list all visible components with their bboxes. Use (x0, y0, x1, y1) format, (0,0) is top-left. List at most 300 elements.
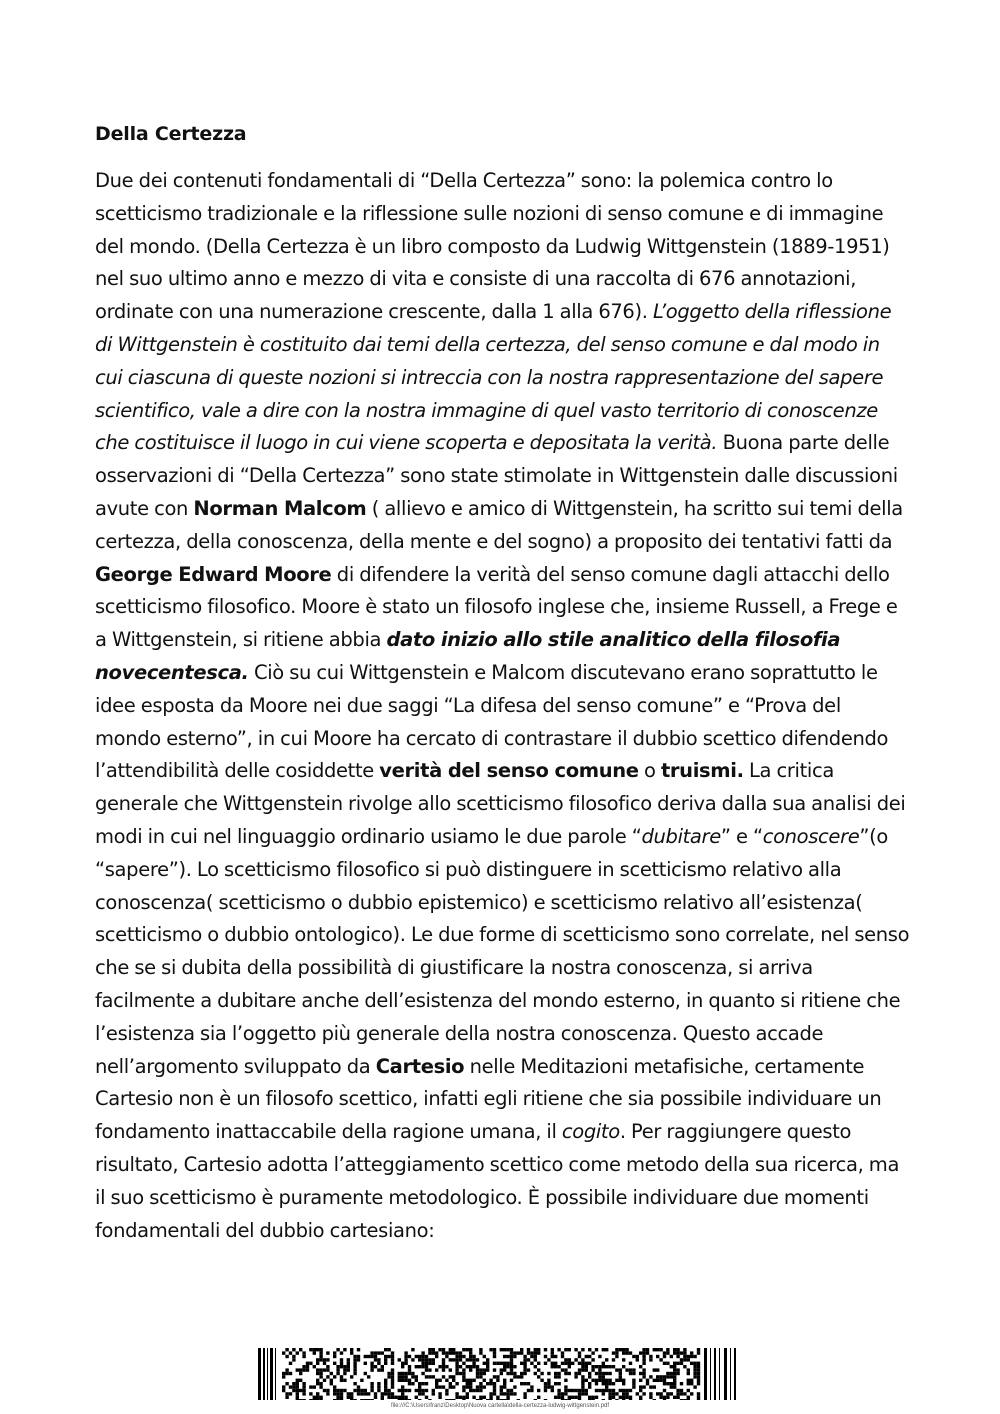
barcode-module (408, 1399, 411, 1400)
barcode-module (486, 1365, 489, 1368)
barcode-module (612, 1396, 615, 1399)
barcode-module (680, 1358, 683, 1361)
barcode-module (455, 1392, 458, 1395)
barcode-module (333, 1385, 336, 1388)
barcode-module (506, 1348, 509, 1351)
barcode-module (326, 1358, 329, 1361)
barcode-module (489, 1392, 492, 1395)
barcode-module (421, 1389, 424, 1392)
barcode-module (683, 1358, 686, 1361)
barcode-module (326, 1351, 329, 1354)
barcode-module (697, 1396, 700, 1399)
barcode-module (605, 1365, 608, 1368)
barcode-module (438, 1396, 441, 1399)
barcode-module (483, 1396, 486, 1399)
barcode-module (534, 1355, 537, 1358)
barcode-module (302, 1389, 305, 1392)
barcode-bar (267, 1348, 268, 1400)
barcode-module (289, 1351, 292, 1354)
barcode-module (442, 1358, 445, 1361)
barcode-module (687, 1396, 690, 1399)
barcode-module (415, 1396, 418, 1399)
barcode-module (585, 1355, 588, 1358)
barcode-module (466, 1396, 469, 1399)
barcode-module (299, 1389, 302, 1392)
barcode-module (527, 1348, 530, 1351)
barcode-module (693, 1385, 696, 1388)
barcode-module (568, 1396, 571, 1399)
barcode-module (333, 1351, 336, 1354)
barcode-module (316, 1368, 319, 1371)
barcode-module (602, 1382, 605, 1385)
barcode-module (289, 1372, 292, 1375)
barcode-module (564, 1399, 567, 1400)
barcode-module (581, 1358, 584, 1361)
barcode-module (299, 1368, 302, 1371)
barcode-module (653, 1368, 656, 1371)
barcode-module (503, 1355, 506, 1358)
barcode-module (438, 1348, 441, 1351)
barcode-module (659, 1375, 662, 1378)
barcode-module (513, 1375, 516, 1378)
barcode-module (398, 1372, 401, 1375)
text-run: o (638, 759, 661, 783)
barcode-module (340, 1365, 343, 1368)
barcode-module (534, 1399, 537, 1400)
barcode-module (659, 1358, 662, 1361)
barcode-module (401, 1379, 404, 1382)
barcode-module (472, 1396, 475, 1399)
barcode-module (483, 1385, 486, 1388)
barcode-module (353, 1355, 356, 1358)
barcode-module (500, 1372, 503, 1375)
barcode-module (503, 1382, 506, 1385)
barcode-module (347, 1362, 350, 1365)
barcode-module (455, 1362, 458, 1365)
barcode-module (551, 1365, 554, 1368)
barcode-module (523, 1365, 526, 1368)
barcode-module (319, 1396, 322, 1399)
barcode-module (316, 1396, 319, 1399)
barcode-module (622, 1389, 625, 1392)
barcode-module (486, 1368, 489, 1371)
barcode-module (425, 1382, 428, 1385)
barcode-module (353, 1389, 356, 1392)
barcode-module (581, 1348, 584, 1351)
text-run: ( allievo e amico di Wittgenstein, ha scritto sui temi della certezza, della conoscenza, della mente e del sogno) a proposito dei tentativi fatti da (95, 496, 903, 553)
barcode-module (285, 1355, 288, 1358)
barcode-module (374, 1396, 377, 1399)
barcode-module (625, 1396, 628, 1399)
barcode-module (687, 1379, 690, 1382)
barcode-module (642, 1375, 645, 1378)
barcode-module (404, 1358, 407, 1361)
barcode-module (316, 1382, 319, 1385)
barcode-module (479, 1368, 482, 1371)
barcode-module (503, 1368, 506, 1371)
barcode-module (336, 1348, 339, 1351)
barcode-module (336, 1392, 339, 1395)
barcode-module (472, 1365, 475, 1368)
barcode-module (306, 1362, 309, 1365)
barcode-module (316, 1348, 319, 1351)
barcode-module (469, 1382, 472, 1385)
barcode-module (367, 1355, 370, 1358)
barcode-module (598, 1375, 601, 1378)
barcode-module (605, 1382, 608, 1385)
barcode-module (309, 1362, 312, 1365)
barcode-module (364, 1392, 367, 1395)
barcode-module (520, 1382, 523, 1385)
barcode-module (687, 1389, 690, 1392)
barcode-module (302, 1351, 305, 1354)
barcode-module (415, 1389, 418, 1392)
barcode-module (622, 1358, 625, 1361)
barcode-module (336, 1389, 339, 1392)
barcode-module (319, 1351, 322, 1354)
barcode-module (476, 1389, 479, 1392)
barcode-module (670, 1382, 673, 1385)
barcode-module (523, 1358, 526, 1361)
barcode-module (493, 1368, 496, 1371)
barcode-module (540, 1372, 543, 1375)
barcode-module (666, 1362, 669, 1365)
barcode-module (693, 1362, 696, 1365)
barcode-module (333, 1375, 336, 1378)
barcode-module (462, 1375, 465, 1378)
barcode-module (523, 1382, 526, 1385)
barcode-module (697, 1399, 700, 1400)
barcode-module (404, 1372, 407, 1375)
barcode-module (432, 1362, 435, 1365)
barcode-module (680, 1399, 683, 1400)
barcode-module (527, 1382, 530, 1385)
barcode-module (673, 1385, 676, 1388)
barcode-module (622, 1396, 625, 1399)
barcode-module (404, 1351, 407, 1354)
barcode-bar (710, 1348, 711, 1400)
barcode-module (656, 1375, 659, 1378)
barcode-module (598, 1372, 601, 1375)
barcode-module (472, 1362, 475, 1365)
barcode-module (693, 1368, 696, 1371)
barcode-module (455, 1358, 458, 1361)
barcode-module (612, 1382, 615, 1385)
barcode-module (449, 1385, 452, 1388)
barcode-module (666, 1396, 669, 1399)
barcode-module (285, 1348, 288, 1351)
barcode-module (381, 1396, 384, 1399)
barcode-module (449, 1358, 452, 1361)
barcode-module (642, 1368, 645, 1371)
barcode-module (561, 1362, 564, 1365)
barcode-module (377, 1368, 380, 1371)
barcode-module (693, 1365, 696, 1368)
barcode-module (319, 1368, 322, 1371)
barcode-module (391, 1351, 394, 1354)
barcode-module (421, 1358, 424, 1361)
barcode-module (493, 1389, 496, 1392)
barcode-bar (719, 1348, 720, 1400)
barcode-module (581, 1368, 584, 1371)
barcode-module (588, 1396, 591, 1399)
barcode-module (323, 1362, 326, 1365)
barcode-module (476, 1358, 479, 1361)
barcode-module (551, 1351, 554, 1354)
barcode-module (493, 1362, 496, 1365)
barcode-module (442, 1375, 445, 1378)
barcode-module (625, 1389, 628, 1392)
barcode-module (350, 1348, 353, 1351)
barcode-module (615, 1348, 618, 1351)
barcode-module (285, 1396, 288, 1399)
barcode-module (428, 1375, 431, 1378)
barcode-module (462, 1379, 465, 1382)
barcode-module (564, 1379, 567, 1382)
barcode-module (666, 1382, 669, 1385)
barcode-module (530, 1355, 533, 1358)
barcode-module (408, 1389, 411, 1392)
barcode-module (387, 1348, 390, 1351)
barcode-module (520, 1351, 523, 1354)
barcode-module (391, 1379, 394, 1382)
barcode-module (554, 1365, 557, 1368)
barcode-module (551, 1348, 554, 1351)
barcode-module (343, 1368, 346, 1371)
barcode-module (605, 1358, 608, 1361)
barcode-module (663, 1362, 666, 1365)
barcode-module (673, 1351, 676, 1354)
barcode-module (581, 1379, 584, 1382)
barcode-module (292, 1389, 295, 1392)
barcode-module (401, 1362, 404, 1365)
barcode-module (646, 1351, 649, 1354)
barcode-module (619, 1389, 622, 1392)
barcode-module (697, 1372, 700, 1375)
barcode-module (683, 1399, 686, 1400)
barcode-module (415, 1355, 418, 1358)
barcode-module (292, 1382, 295, 1385)
barcode-module (466, 1385, 469, 1388)
barcode-module (459, 1358, 462, 1361)
barcode-module (493, 1375, 496, 1378)
barcode-module (636, 1392, 639, 1395)
barcode-module (506, 1389, 509, 1392)
barcode-module (683, 1351, 686, 1354)
barcode-module (455, 1368, 458, 1371)
barcode-module (622, 1379, 625, 1382)
barcode-module (418, 1365, 421, 1368)
barcode-module (350, 1351, 353, 1354)
barcode-module (421, 1355, 424, 1358)
barcode-module (595, 1396, 598, 1399)
barcode-module (530, 1385, 533, 1388)
barcode-module (602, 1375, 605, 1378)
barcode-module (625, 1348, 628, 1351)
barcode-module (445, 1379, 448, 1382)
barcode-module (646, 1382, 649, 1385)
barcode-module (333, 1389, 336, 1392)
barcode-module (472, 1389, 475, 1392)
barcode-module (527, 1368, 530, 1371)
barcode-module (663, 1396, 666, 1399)
barcode-module (629, 1351, 632, 1354)
barcode-module (639, 1389, 642, 1392)
file-path-text: file:///C:\Users\franz\Desktop\Nuova cartella\della-certezza-ludwig-wittgenstein.pdf (390, 1403, 610, 1409)
barcode-module (493, 1382, 496, 1385)
barcode-module (299, 1379, 302, 1382)
barcode-module (608, 1399, 611, 1400)
barcode-module (578, 1368, 581, 1371)
barcode-module (690, 1355, 693, 1358)
barcode-module (581, 1365, 584, 1368)
barcode-module (588, 1375, 591, 1378)
barcode-module (506, 1396, 509, 1399)
barcode-module (605, 1379, 608, 1382)
barcode-module (469, 1385, 472, 1388)
barcode-module (364, 1362, 367, 1365)
barcode-module (489, 1396, 492, 1399)
barcode-module (462, 1389, 465, 1392)
barcode-module (622, 1351, 625, 1354)
barcode-module (350, 1396, 353, 1399)
barcode-module (377, 1382, 380, 1385)
barcode-module (649, 1392, 652, 1395)
barcode-module (687, 1399, 690, 1400)
barcode-module (673, 1348, 676, 1351)
barcode-module (564, 1389, 567, 1392)
barcode-module (282, 1385, 285, 1388)
barcode-module (670, 1385, 673, 1388)
barcode-module (432, 1348, 435, 1351)
barcode-module (520, 1362, 523, 1365)
barcode-module (483, 1379, 486, 1382)
barcode-module (343, 1379, 346, 1382)
barcode-module (398, 1379, 401, 1382)
barcode-module (578, 1351, 581, 1354)
barcode-module (588, 1355, 591, 1358)
barcode-module (452, 1379, 455, 1382)
barcode-module (574, 1389, 577, 1392)
barcode-module (557, 1375, 560, 1378)
barcode-module (687, 1372, 690, 1375)
barcode-module (316, 1362, 319, 1365)
barcode-module (469, 1389, 472, 1392)
barcode-module (476, 1399, 479, 1400)
barcode-module (537, 1389, 540, 1392)
barcode-module (561, 1355, 564, 1358)
barcode-module (462, 1362, 465, 1365)
barcode-module (374, 1358, 377, 1361)
bold-italic-text: dato inizio allo stile analitico della filosofia novecentesca. (95, 628, 841, 684)
barcode-module (683, 1348, 686, 1351)
barcode-module (309, 1385, 312, 1388)
barcode-module (432, 1351, 435, 1354)
barcode-module (472, 1379, 475, 1382)
barcode-module (313, 1396, 316, 1399)
barcode-module (690, 1382, 693, 1385)
barcode-module (483, 1355, 486, 1358)
barcode-module (537, 1396, 540, 1399)
barcode-module (360, 1379, 363, 1382)
barcode-module (353, 1399, 356, 1400)
barcode-module (530, 1362, 533, 1365)
barcode-module (452, 1351, 455, 1354)
barcode-module (282, 1351, 285, 1354)
barcode-module (367, 1392, 370, 1395)
barcode-module (581, 1392, 584, 1395)
barcode-module (340, 1399, 343, 1400)
barcode-module (435, 1379, 438, 1382)
barcode-module (421, 1382, 424, 1385)
barcode-module (697, 1382, 700, 1385)
barcode-module (418, 1358, 421, 1361)
barcode-module (605, 1372, 608, 1375)
barcode-module (506, 1355, 509, 1358)
barcode-module (330, 1372, 333, 1375)
barcode-module (503, 1365, 506, 1368)
barcode-module (466, 1379, 469, 1382)
barcode-module (343, 1372, 346, 1375)
barcode-module (364, 1399, 367, 1400)
barcode-module (442, 1385, 445, 1388)
barcode-module (442, 1362, 445, 1365)
barcode-module (687, 1382, 690, 1385)
barcode-module (404, 1362, 407, 1365)
barcode-bar (704, 1348, 707, 1400)
barcode-module (493, 1348, 496, 1351)
barcode-module (591, 1351, 594, 1354)
barcode-module (676, 1368, 679, 1371)
barcode-module (513, 1355, 516, 1358)
barcode-module (476, 1368, 479, 1371)
barcode-module (653, 1385, 656, 1388)
barcode-module (683, 1365, 686, 1368)
barcode-module (585, 1362, 588, 1365)
barcode-module (554, 1382, 557, 1385)
barcode-module (428, 1399, 431, 1400)
barcode-module (486, 1382, 489, 1385)
barcode-module (602, 1392, 605, 1395)
barcode-module (319, 1358, 322, 1361)
barcode-module (347, 1368, 350, 1371)
barcode-module (629, 1372, 632, 1375)
barcode-module (411, 1382, 414, 1385)
barcode-module (530, 1351, 533, 1354)
barcode-module (673, 1368, 676, 1371)
barcode-module (452, 1358, 455, 1361)
barcode-module (602, 1399, 605, 1400)
barcode-module (642, 1372, 645, 1375)
barcode-module (673, 1365, 676, 1368)
barcode-module (595, 1382, 598, 1385)
barcode-module (690, 1351, 693, 1354)
barcode-module (615, 1379, 618, 1382)
barcode-module (401, 1372, 404, 1375)
barcode-module (544, 1385, 547, 1388)
barcode-module (591, 1365, 594, 1368)
barcode-module (384, 1348, 387, 1351)
barcode-module (680, 1382, 683, 1385)
barcode-module (687, 1355, 690, 1358)
barcode-module (527, 1389, 530, 1392)
barcode-module (578, 1389, 581, 1392)
document-page (95, 118, 910, 1247)
barcode-module (595, 1372, 598, 1375)
barcode-module (503, 1362, 506, 1365)
barcode-module (479, 1399, 482, 1400)
barcode-module (561, 1351, 564, 1354)
